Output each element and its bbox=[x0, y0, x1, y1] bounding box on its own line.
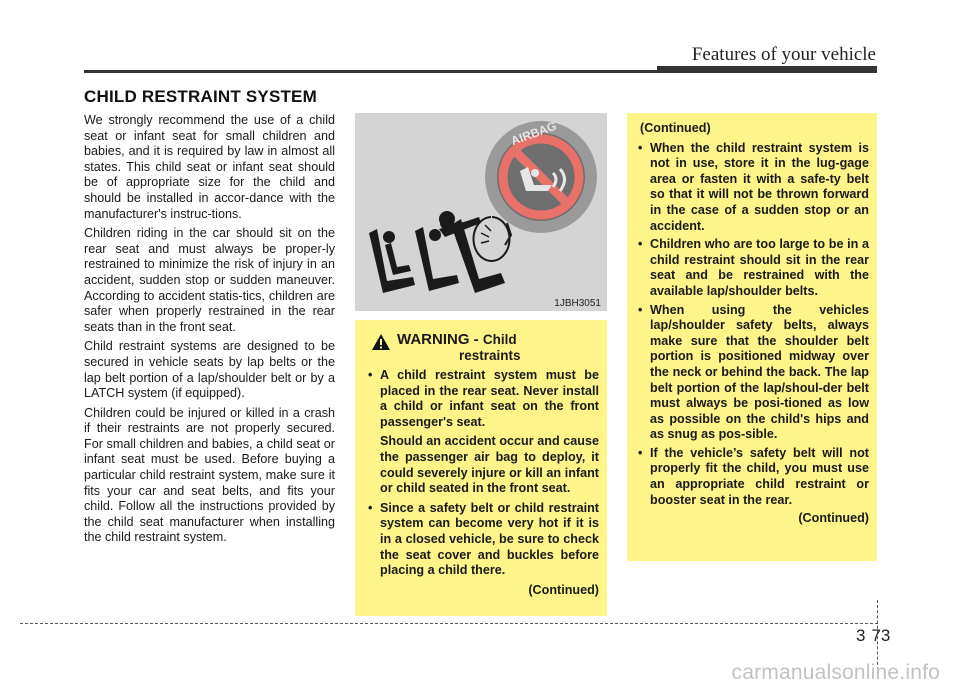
warning-dash: - bbox=[473, 331, 479, 348]
page-number bbox=[856, 626, 890, 646]
list-item: • Since a safety belt or child restraint system can become very hot if it is in a closed vehicle, be sure to check the seat cover and buckles before placing a child there. bbox=[367, 501, 599, 579]
warning-list bbox=[637, 141, 869, 509]
body-paragraph: Children riding in the car should sit on the rear seat and must always be proper-ly restrained to minimize the risk of injury in an accident, sudden stop or sudden maneuver. According to accident statis-tics, children are safer when properly restrained in the rear seats than in the front seat. bbox=[84, 226, 335, 334]
body-paragraph: Children could be injured or killed in a crash if their restraints are not properly secured. For small children and babies, a child seat or infant seat must be used. Before buying a particular child restraint system, make sure it fits your car and seat belts, and fits your child. Follow all the instructions provided by the child seat manufacturer when installing the child restraint system. bbox=[84, 405, 335, 545]
section-title: CHILD RESTRAINT SYSTEM bbox=[84, 87, 317, 106]
warning-label: WARNING bbox=[397, 331, 470, 348]
watermark: carmanualsonline.info bbox=[731, 661, 940, 684]
header-title: Features of your vehicle bbox=[691, 44, 876, 65]
illustration-figure bbox=[355, 113, 607, 311]
warning-subtitle-line2: restraints bbox=[459, 348, 521, 363]
list-item: • If the vehicle’s safety belt will not properly fit the child, you must use an appropriate child restraint or booster seat in the rear. bbox=[637, 446, 869, 508]
body-text-column bbox=[84, 113, 335, 550]
warning-box bbox=[355, 320, 607, 616]
no-child-seat-airbag-icon bbox=[485, 119, 597, 233]
list-item: • When using the vehicles lap/shoulder safety belts, always make sure that the shoulder belt portion is positioned midway over the neck or behind the back. The lap belt portion of the lap/shoul-der belt must always be posi-tioned as low as possible on the child's hips and as snug as pos-sible. bbox=[637, 303, 869, 443]
warning-triangle-icon bbox=[371, 333, 391, 356]
continued-warning-box bbox=[627, 113, 877, 561]
child-seat-illustration bbox=[355, 113, 607, 311]
page-number-value: 73 bbox=[871, 626, 891, 645]
continued-label-top: (Continued) bbox=[640, 121, 711, 135]
continued-label-bottom: (Continued) bbox=[798, 511, 869, 526]
continued-label: (Continued) bbox=[528, 582, 599, 597]
header-rule-accent bbox=[657, 66, 877, 73]
chapter-number: 3 bbox=[856, 626, 866, 645]
rear-seat-figure bbox=[369, 227, 459, 293]
warning-subtitle: Child bbox=[482, 332, 517, 347]
list-item: • When the child restraint system is not in use, store it in the lug-gage area or fasten it with a safe-ty belt so that it will not be thrown forward in the case of a sudden stop or an accident. bbox=[637, 141, 869, 235]
figure-caption: 1JBH3051 bbox=[554, 298, 601, 309]
svg-text:AIRBAG: AIRBAG bbox=[509, 118, 559, 149]
list-item: • Children who are too large to be in a child restraint should sit in the rear seat and be restrained with the available lap/shoulder belts. bbox=[637, 237, 869, 299]
warning-list bbox=[367, 368, 599, 579]
body-paragraph: We strongly recommend the use of a child seat or infant seat for small children and babies, and it is required by law in almost all states. This child seat or infant seat should be of appropriate size for the child and should be installed in accor-dance with the manufacturer's instruc-tions. bbox=[84, 113, 335, 221]
list-item: • A child restraint system must be placed in the rear seat. Never install a child or infant seat on the front passenger's seat. Should an accident occur and cause the passenger air bag to deploy, it could severely injure or kill an infant or child seated in the front seat. bbox=[367, 368, 599, 497]
body-paragraph: Child restraint systems are designed to be secured in vehicle seats by lap belts or the lap belt portion of a lap/shoulder belt or by a LATCH system (if equipped). bbox=[84, 339, 335, 401]
footer-rule bbox=[20, 623, 878, 624]
warning-heading bbox=[371, 332, 599, 364]
